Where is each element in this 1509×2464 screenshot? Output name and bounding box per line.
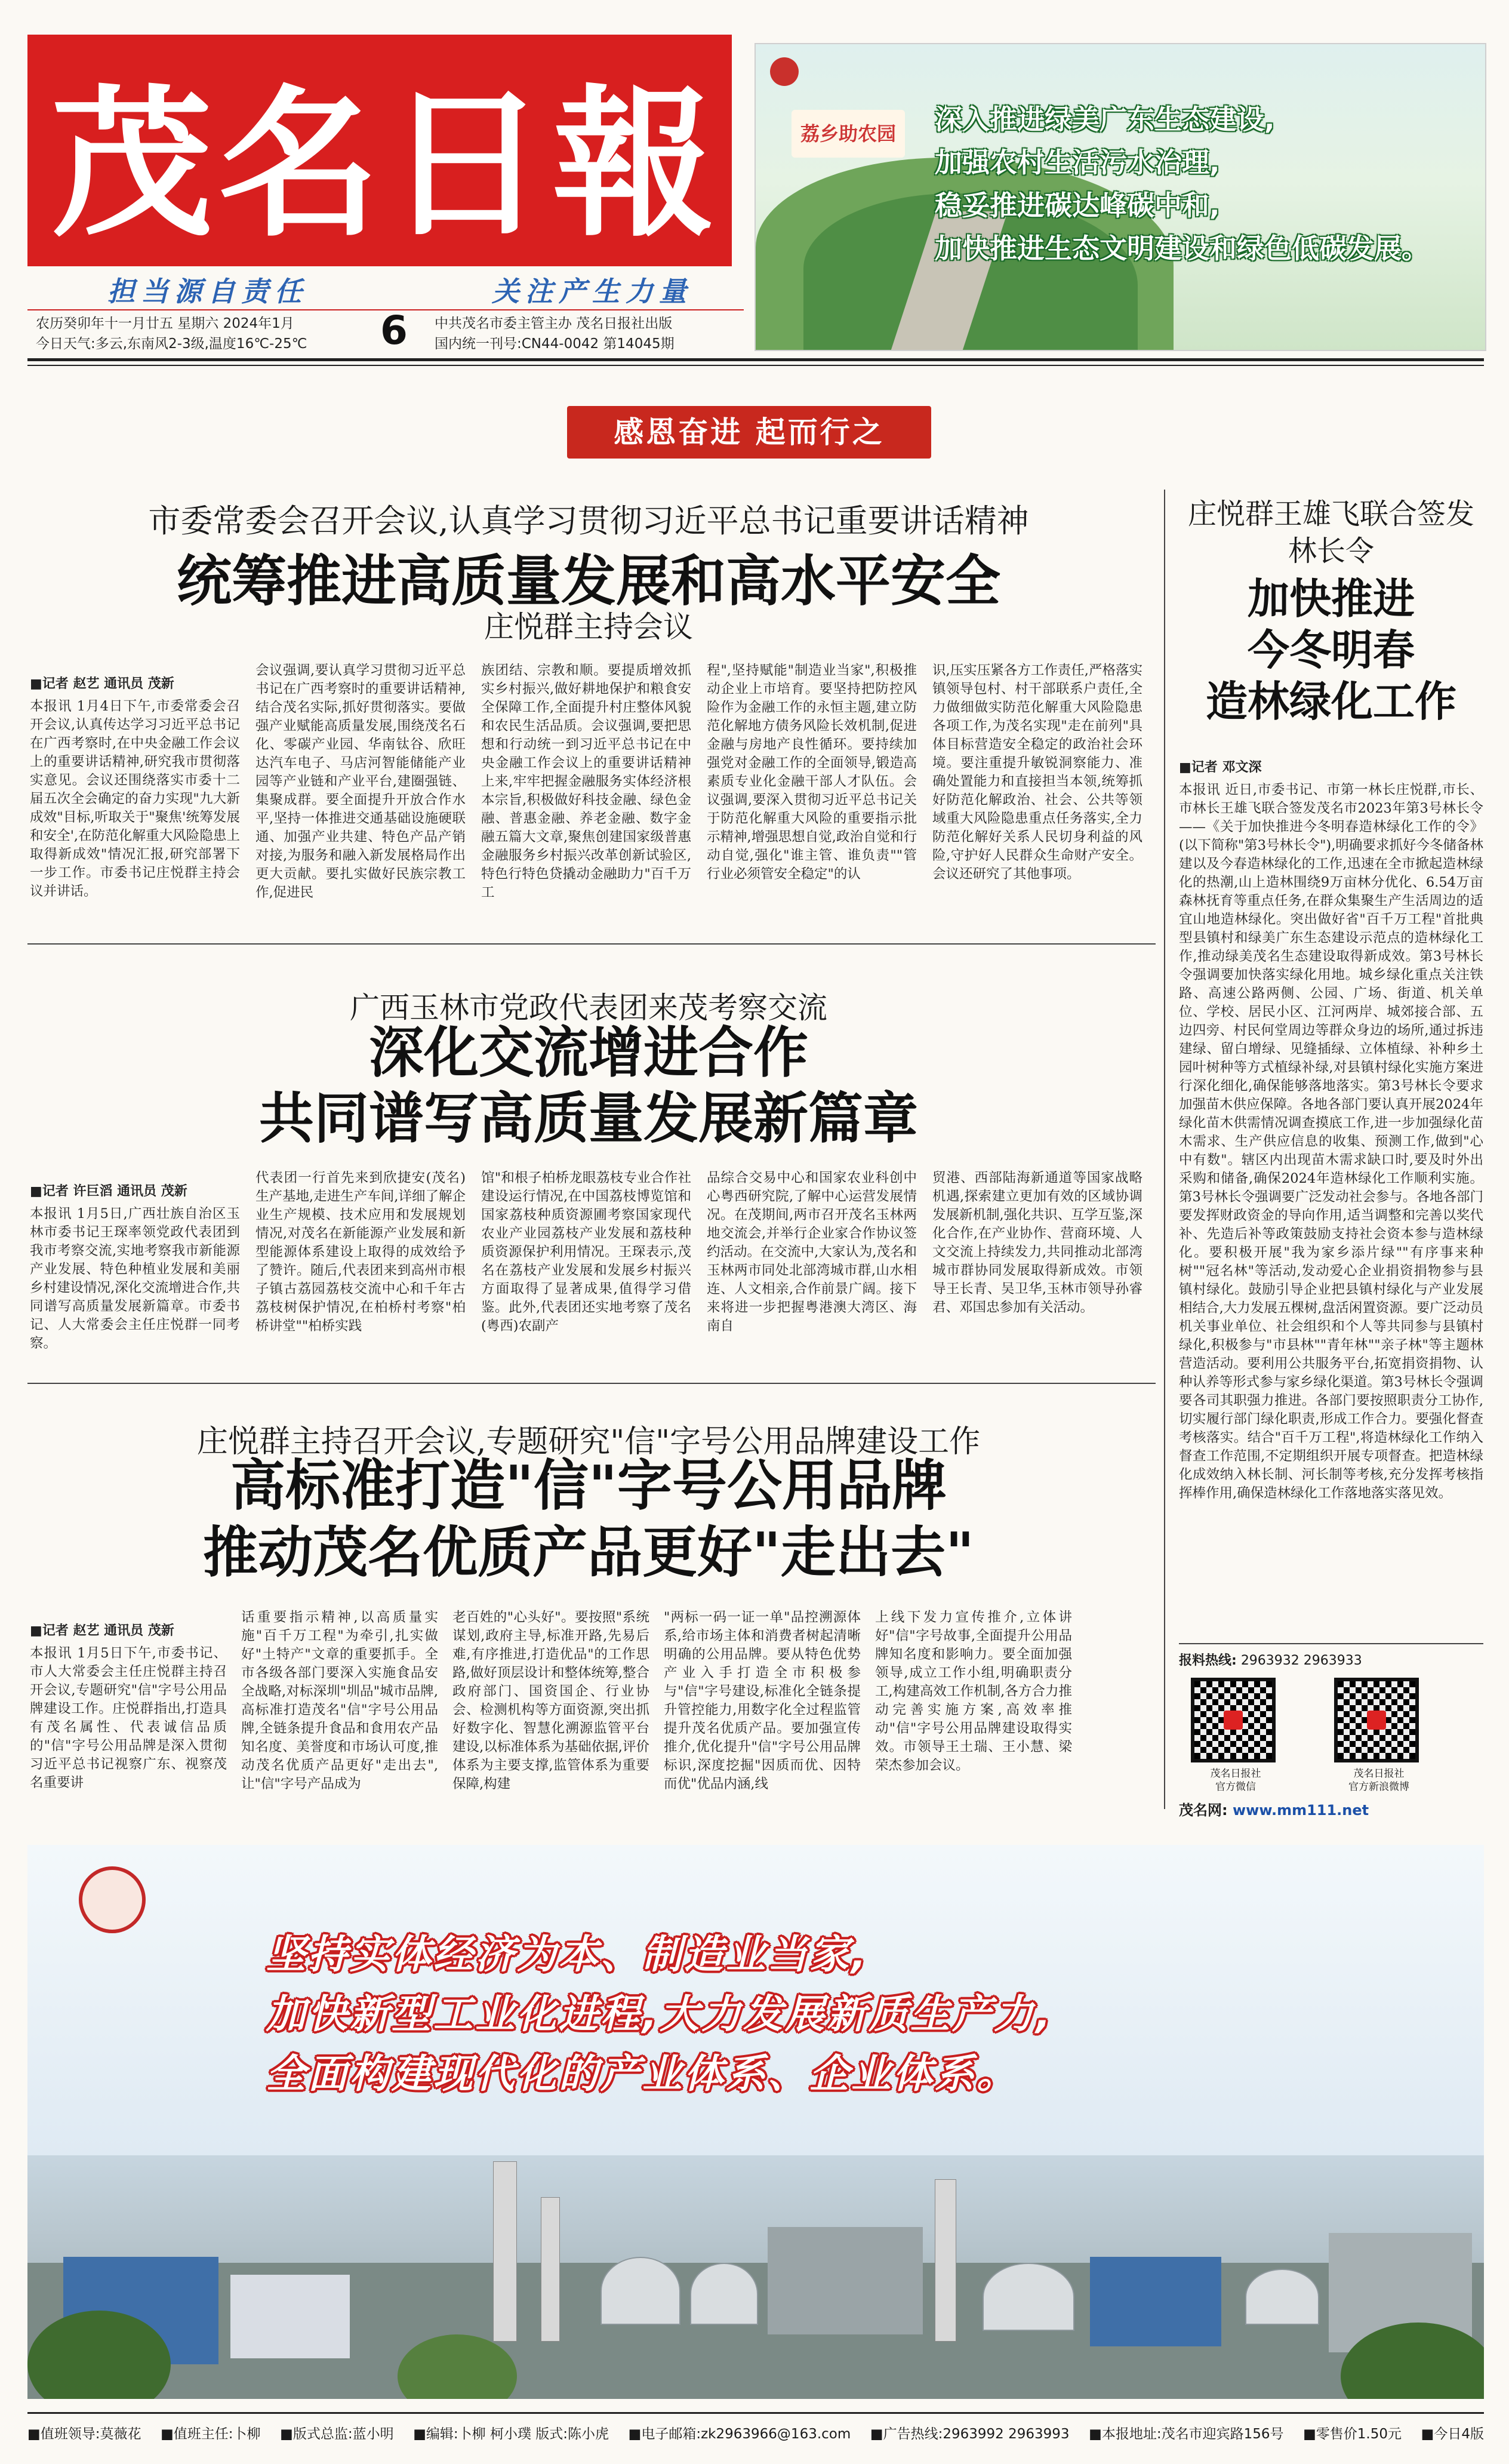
slogan-left: 担当源自责任 xyxy=(107,275,308,307)
chimney-shape xyxy=(493,2161,517,2342)
ad-line: 坚持实体经济为本、制造业当家, xyxy=(266,1931,869,1977)
footer-item: ■零售价1.50元 xyxy=(1303,2426,1402,2442)
tank-shape xyxy=(983,2263,1074,2331)
serial-line: 国内统一刊号:CN44-0042 第14045期 xyxy=(435,336,675,352)
qr-logo-icon xyxy=(1224,1711,1243,1730)
article1-col: 识,压实压紧各方工作责任,严格落实镇领导包村、村干部联系户责任,全力做细做实防范化解重大风险隐患各项工作,为茂名实现"走在前列"具体目标营造安全稳定的政治社会环境。要注重提升敏锐洞察能力、准确处置能力和直接担当本领,统筹抓好防范化解政治、社会、公共等领域重大风险隐患重点任务落实,全力防范化解好关系人民切身利益的风险,守护好人民群众生命财产安全。会议还研究了其他事项。 xyxy=(932,663,1142,882)
footer-item: ■值班主任:卜柳 xyxy=(161,2426,261,2442)
tank-shape xyxy=(1245,2269,1319,2325)
publisher-info xyxy=(435,313,745,354)
article4-headline-line: 加快推进 xyxy=(1248,574,1415,623)
masthead-logo xyxy=(27,35,732,266)
masthead-char: 茂 xyxy=(51,69,218,259)
footer-item: ■编辑:卜柳 柯小璞 版式:陈小虎 xyxy=(413,2426,609,2442)
section-banner: 感恩奋进 起而行之 xyxy=(567,406,931,459)
qr-caption: 官方新浪微博 xyxy=(1348,1781,1409,1793)
ad-line: 稳妥推进碳达峰碳中和, xyxy=(935,189,1220,222)
footer-item: ■版式总监:蓝小明 xyxy=(280,2426,394,2442)
article1-col: 本报讯 1月4日下午,市委常委会召开会议,认真传达学习习近平总书记在广西考察时,在中央金融工作会议上的重要讲话精神,研究我市贯彻落实意见。会议还围绕落实市委十二届五次全会确定的奋力实现"九大新成效"目标,听取关于"聚焦'统筹发展和安全',在防范化解重大风险隐患上取得新成效"情况汇报,研究部署下一步工作。市委书记庄悦群主持会议并讲话。 xyxy=(30,699,240,899)
ad-line: 全面构建现代化的产业体系、企业体系。 xyxy=(266,2051,1018,2097)
article3-headline-line: 推动茂名优质产品更好"走出去" xyxy=(203,1520,974,1585)
park-sign: 荔乡助农园 xyxy=(792,110,905,158)
masthead-divider xyxy=(27,365,1484,366)
qr-label: 茂名日报社 xyxy=(1210,1768,1261,1780)
article3-col: 老百姓的"心头好"。要按照"系统谋划,政府主导,标准开路,先易后难,有序推进,打造优品"的工作思路,做好顶层设计和整体统筹,整合政府部门、国资国企、行业协会、检测机构等方面资源,突出抓好数字化、智慧化溯源监管平台建设,以标准体系为基础依据,评价体系为主要支撑,监管体系为重要保障,构建 xyxy=(452,1610,649,1792)
article-divider xyxy=(27,943,1156,945)
weibo-qr-code[interactable] xyxy=(1334,1678,1419,1762)
article2-kicker: 广西玉林市党政代表团来茂考察交流 xyxy=(350,990,827,1025)
article4-byline: ■记者 邓文深 xyxy=(1179,760,1262,775)
article1-col: 程",坚持赋能"制造业当家",积极推动企业上市培育。要坚持把防控风险作为金融工作的永恒主题,建立防范化解地方债务风险长效机制,促进金融与房地产良性循环。要持续加强党对金融工作的全面领导,锻造高素质专业化金融干部人才队伍。会议强调,要深入贯彻习近平总书记关于防范化解重大风险的重要指示批示精神,增强思想自觉,政治自觉和行动自觉,强化"谁主管、谁负责""管行业必须管安全稳定"的认 xyxy=(707,663,917,882)
masthead-char: 日 xyxy=(386,69,553,259)
qr-label: 茂名日报社 xyxy=(1353,1768,1405,1780)
article2-col: 代表团一行首先来到欣捷安(茂名)生产基地,走进生产车间,详细了解企业生产规模、技术应用和发展规划情况,对茂名在新能源产业发展和新型能源体系建设上取得的成效给予了赞许。随后,代表团来到高州市根子镇古荔园荔枝交流中心和千年古荔枝树保护情况,在柏桥村考察"柏桥讲堂""柏桥实践 xyxy=(255,1170,466,1334)
column-divider xyxy=(1164,490,1165,1809)
article4-kicker: 庄悦群王雄飞联合签发林长令 xyxy=(1187,497,1474,568)
issue-number: 6 xyxy=(380,307,408,353)
article3-byline: ■记者 赵艺 通讯员 茂新 xyxy=(30,1623,174,1638)
chimney-shape xyxy=(541,2197,560,2342)
footer-item: ■广告热线:2963992 2963993 xyxy=(870,2426,1070,2442)
weather-line: 今日天气:多云,东南风2-3级,温度16℃-25℃ xyxy=(36,336,307,352)
article4-body: 本报讯 近日,市委书记、市第一林长庄悦群,市长、市林长王雄飞联合签发茂名市2023年第3号林长令——《关于加快推进今冬明春造林绿化工作的令》(以下简称"第3号林长令"),明确要求抓好今冬储备林建以及今春造林绿化的工作,迅速在全市掀起造林绿化的热潮,山上造林围绕9万亩林分优化、6.54万亩森林抚育等重点任务,在群众集聚生产生活周边的适宜山地造林绿化。突出做好省"百千万工程"首批典型县镇村和绿美广东生态建设示范点的造林绿化工作,推动绿美茂名生态建设取得新成效。第3号林长令强调要加快落实绿化用地。城乡绿化重点关注铁路、高速公路两侧、公园、广场、街道、机关单位、学校、居民小区、江河两岸、城郊接合部、五边四旁、村民何堂周边等群众身边的场所,通过拆违建绿、留白增绿、见缝插绿、立体植绿、补种乡土园叶树种等方式植绿补绿,对县镇村绿化实施方案进行深化细化,确保能够落地落实。第3号林长令要求加强苗木供应保障。各地各部门要认真开展2024年绿化苗木供需情况调查摸底工作,进一步加强绿化苗木需求、生产供应信息的收集、预测工作,做到"心中有数"。辖区内出现苗木需求缺口时,要及时外出采购和储备,确保2024年造林绿化工作顺利实施。第3号林长令强调要广泛发动社会参与。各地各部门要发挥财政资金的导向作用,适当调整和完善以奖代补、先造后补等政策鼓励支持社会资本参与造林绿化。要积极开展"我为家乡添片绿""有序事来种树""冠名林"等活动,发动爱心企业捐资捐物参与县镇村绿化。鼓励引导企业把县镇村绿化与产业发展相结合,大力发展五棵树,盘活闲置资源。要广泛动员机关事业单位、社会组织和个人等共同参与县镇村绿化,积极参与"市县林""青年林""亲子林"等主题林营造活动。要利用公共服务平台,拓宽捐资捐物、认种认养等形式参与家乡绿化渠道。第3号林长令强调要各司其职强力推进。各部门要按照职责分工协作,切实履行部门绿化职责,形成工作合力。要强化督查考核落实。结合"百千万工程",将造林绿化工作纳入督查工作范围,不定期组织开展专项督查。把造林绿化成效纳入林长制、河长制等考核,充分发挥考核指挥棒作用,确保造林绿化工作落地落实落见效。 xyxy=(1179,782,1483,1501)
date-line: 农历癸卯年十一月廿五 星期六 2024年1月 xyxy=(36,316,294,331)
tank-shape xyxy=(690,2263,758,2325)
article2-col: 馆"和根子柏桥龙眼荔枝专业合作社建设运行情况,在中国荔枝博览馆和国家荔枝种质资源圃考察国家现代农业产业园荔枝产业发展和荔枝种质资源保护利用情况。王琛表示,茂名在荔枝产业发展和发展乡村振兴方面取得了显著成果,值得学习借鉴。此外,代表团还实地考察了茂名(粤西)农副产 xyxy=(481,1170,691,1334)
footer-item: ■值班领导:莫薇花 xyxy=(27,2426,141,2442)
masthead-char: 名 xyxy=(218,69,386,259)
qr-logo-icon xyxy=(1367,1711,1386,1730)
article3-col: 本报讯 1月5日下午,市委书记、市人大常委会主任庄悦群主持召开会议,专题研究"信"字号公用品牌建设工作。庄悦群指出,打造具有茂名属性、代表诚信品质的"信"字号公用品牌是深入贯彻习近平总书记视察广东、视察茂名重要讲 xyxy=(30,1645,227,1791)
ad-slogans xyxy=(935,98,1472,270)
article3-headline-line: 高标准打造"信"字号公用品牌 xyxy=(230,1453,947,1518)
date-weather-info xyxy=(36,313,346,354)
article4-headline-line: 造林绿化工作 xyxy=(1206,676,1456,726)
wechat-qr-code[interactable] xyxy=(1191,1678,1276,1762)
article1-col: 会议强调,要认真学习贯彻习近平总书记在广西考察时的重要讲话精神,结合茂名实际,抓好贯彻落实。要做强产业赋能高质量发展,围绕茂名石化、零碳产业园、华南钛谷、欣旺达汽车电子、马店河智能储能产业园等产业链和产业平台,建圈强链、集聚成群。要全面提升开放合作水平,坚持一体推进交通基础设施硬联通、加强产业共建、特色产品产销对接,为服务和融入新发展格局作出更大贡献。要扎实做好民族宗教工作,促进民 xyxy=(255,663,466,900)
article4-headline xyxy=(1176,573,1486,727)
article1-subhead: 庄悦群主持会议 xyxy=(484,610,693,644)
article1-byline: ■记者 赵艺 通讯员 茂新 xyxy=(30,676,174,691)
top-advertisement xyxy=(754,43,1486,351)
article3-col: "两标一码一证一单"品控溯源体系,给市场主体和消费者树起清晰明确的公用品牌。要从特色优势产业入手打造全市积极参与"信"字号建设,标准化全链条提升管控能力,用数字化全过程监管提升茂名优质产品。要加强宣传推介,优化提升"信"字号公用品牌标识,深度挖掘"因质而优、因特而优"优品内涵,线 xyxy=(664,1610,861,1792)
building-shape xyxy=(1090,2257,1221,2346)
article2-headline-line: 共同谱写高质量发展新篇章 xyxy=(258,1086,918,1151)
plant-shape xyxy=(768,2227,923,2334)
qr-caption: 官方微信 xyxy=(1215,1781,1256,1793)
article3-kicker: 庄悦群主持召开会议,专题研究"信"字号公用品牌建设工作 xyxy=(196,1424,981,1460)
contact-box xyxy=(1179,1643,1483,1823)
slogan-right: 关注产生力量 xyxy=(492,275,692,307)
building-shape xyxy=(230,2275,350,2358)
article1-headline: 统筹推进高质量发展和高水平安全 xyxy=(176,549,1000,613)
page-footer xyxy=(27,2412,1484,2448)
footer-item: ■本报地址:茂名市迎宾路156号 xyxy=(1089,2426,1284,2442)
article-divider xyxy=(27,1383,1156,1384)
footer-email[interactable]: ■电子邮箱:zk2963966@163.com xyxy=(628,2426,851,2442)
chimney-shape xyxy=(935,2179,956,2342)
ad-line: 加快新型工业化进程,大力发展新质生产力, xyxy=(266,1991,1054,2037)
ad-line: 加快推进生态文明建设和绿色低碳发展。 xyxy=(935,232,1429,264)
article2-col: 贸港、西部陆海新通道等国家战略机遇,探索建立更加有效的区域协调发展新机制,强化共识、互学互鉴,深化合作,在产业协作、营商环境、人文交流上持续发力,共同推动北部湾城市群协同发展取得新成效。市领导王长青、吴卫华,玉林市领导孙睿君、邓国忠参加有关活动。 xyxy=(932,1170,1142,1315)
hotline-number: 2963932 2963933 xyxy=(1240,1653,1362,1668)
site-link[interactable]: www.mm111.net xyxy=(1232,1802,1369,1819)
article4-headline-line: 今冬明春 xyxy=(1248,625,1415,675)
article2-headline xyxy=(27,1020,1150,1151)
tank-shape xyxy=(600,2257,680,2325)
article1-col: 族团结、宗教和顺。要提质增效抓实乡村振兴,做好耕地保护和粮食安全保障工作,全面提升村庄整体风貌和农民生活品质。会议强调,要把思想和行动统一到习近平总书记在中央金融工作会议上的重要讲话精神上来,牢牢把握金融服务实体经济根本宗旨,积极做好科技金融、绿色金融、普惠金融、养老金融、数字金融五篇大文章,聚焦创建国家级普惠金融服务乡村振兴改革创新试验区,特色行特色贷撬动金融助力"百千万工 xyxy=(481,663,691,900)
bottom-advertisement xyxy=(27,1845,1484,2399)
article1-kicker: 市委常委会召开会议,认真学习贯彻习近平总书记重要讲话精神 xyxy=(148,502,1029,540)
ad-line: 加强农村生活污水治理, xyxy=(935,146,1220,179)
article3-col: 上线下发力宣传推介,立体讲好"信"字号故事,全面提升公用品牌知名度和影响力。要全面加强领导,成立工作小组,明确职责分工,构建高效工作机制,各方合力推动完善实施方案,高效率推动"信"字号公用品牌建设取得实效。市领导王土瑞、王小慧、梁荣杰参加会议。 xyxy=(875,1610,1072,1773)
article3-headline xyxy=(27,1452,1150,1586)
article3-col: 话重要指示精神,以高质量实施"百千万工程"为牵引,扎实做好"土特产"文章的重要抓手。全市各级各部门要深入实施食品安全战略,对标深圳"圳品"城市品牌,高标准打造茂名"信"字号公用品牌,全链条提升食品和食用农产品知名度、美誉度和市场认可度,推动茂名优质产品更好"走出去",让"信"字号产品成为 xyxy=(241,1610,438,1792)
article2-headline-line: 深化交流增进合作 xyxy=(368,1020,808,1085)
article2-col: 本报讯 1月5日,广西壮族自治区玉林市委书记王琛率领党政代表团到我市考察交流,实地考察我市新能源产业发展、特色种植业发展和美丽乡村建设情况,深化交流增进合作,共同谱写高质量发展新篇章。市委书记、人大常委会主任庄悦群一同考察。 xyxy=(30,1206,240,1351)
article2-col: 品综合交易中心和国家农业科创中心粤西研究院,了解中心运营发展情况。在茂期间,两市召开茂名玉林两地交流会,并举行企业家合作协议签约活动。在交流中,大家认为,茂名和玉林两市同处北部湾城市群,山水相连、人文相亲,合作前景广阔。接下来将进一步把握粤港澳大湾区、海南自 xyxy=(707,1170,917,1334)
masthead-slogan xyxy=(107,270,692,306)
ad-logo-icon xyxy=(770,57,799,86)
masthead-char: 報 xyxy=(553,69,720,259)
site-label: 茂名网: xyxy=(1179,1802,1228,1819)
article2-byline: ■记者 许巨滔 通讯员 茂新 xyxy=(30,1184,187,1199)
hotline-label: 报料热线: xyxy=(1179,1653,1237,1668)
footer-item: ■今日4版 xyxy=(1421,2426,1484,2442)
publisher-line: 中共茂名市委主管主办 茂名日报社出版 xyxy=(435,316,673,331)
ad-line: 深入推进绿美广东生态建设, xyxy=(935,103,1275,136)
ad-logo-icon xyxy=(79,1866,146,1933)
masthead-divider xyxy=(27,358,1484,361)
